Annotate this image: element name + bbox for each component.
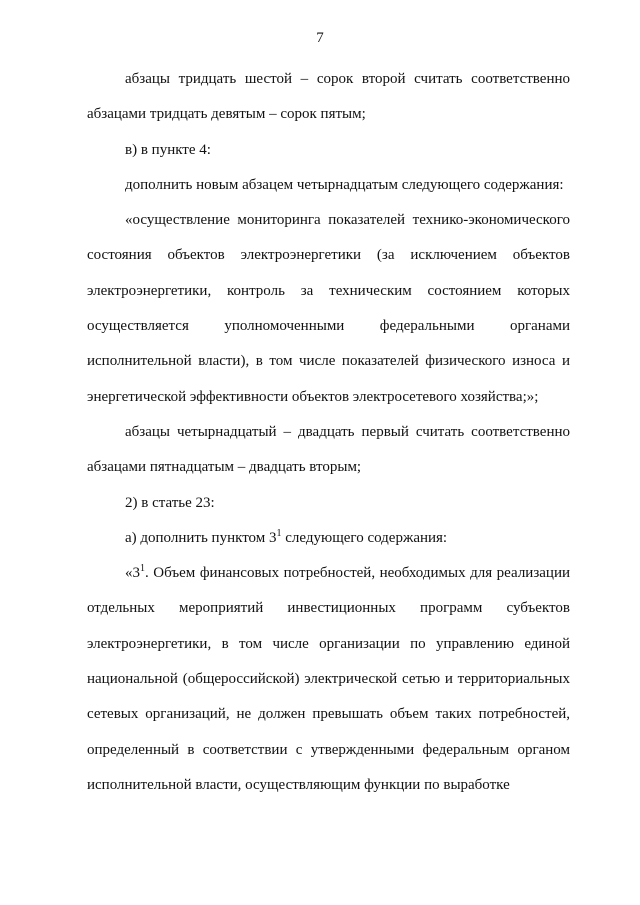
paragraph-renumber-36-42: абзацы тридцать шестой – сорок второй считать соответственно абзацами тридцать девятым – сорок пятым;	[87, 71, 570, 123]
quote-text: . Объем финансовых потребностей, необходимых для реализации отдельных мероприятий инвестиционных программ субъектов электроэнергетики, в том числе организации по управлению единой национальной (общероссийской) электрической сетью и территориальных сетевых организаций, не должен превышать объем таких потребностей, определенный в соответствии с утвержденными федеральным органом исполнительной власти, осуществляющим функции по выработке	[87, 565, 570, 793]
paragraph-add-paragraph-14: дополнить новым абзацем четырнадцатым следующего содержания:	[125, 176, 564, 193]
item-a-text: а) дополнить пунктом 3	[125, 529, 277, 546]
paragraph-item-a-add-point	[87, 521, 570, 556]
page-number: 7	[316, 30, 324, 46]
paragraph-item-v-point-4: в) в пункте 4:	[125, 141, 211, 158]
item-a-superscript: 1	[276, 527, 282, 539]
item-a-text-end: следующего содержания:	[281, 529, 448, 546]
quote-start: «3	[125, 565, 140, 582]
paragraph-article-23: 2) в статье 23:	[125, 494, 215, 511]
paragraph-monitoring-quote: «осуществление мониторинга показателей технико-экономического состояния объектов электроэнергетики (за исключением объектов электроэнергетики, контроль за техническим состоянием которых осуществляется уполномоченными федеральными органами исполнительной власти), в том числе показателей физического износа и энергетической эффективности объектов электросетевого хозяйства;»;	[87, 212, 570, 405]
paragraph-renumber-14-21: абзацы четырнадцатый – двадцать первый считать соответственно абзацами пятнадцатым – двадцать вторым;	[87, 423, 570, 476]
paragraph-point-3-1-quote	[87, 556, 570, 803]
quote-superscript: 1	[140, 563, 145, 575]
document-body	[87, 62, 570, 803]
